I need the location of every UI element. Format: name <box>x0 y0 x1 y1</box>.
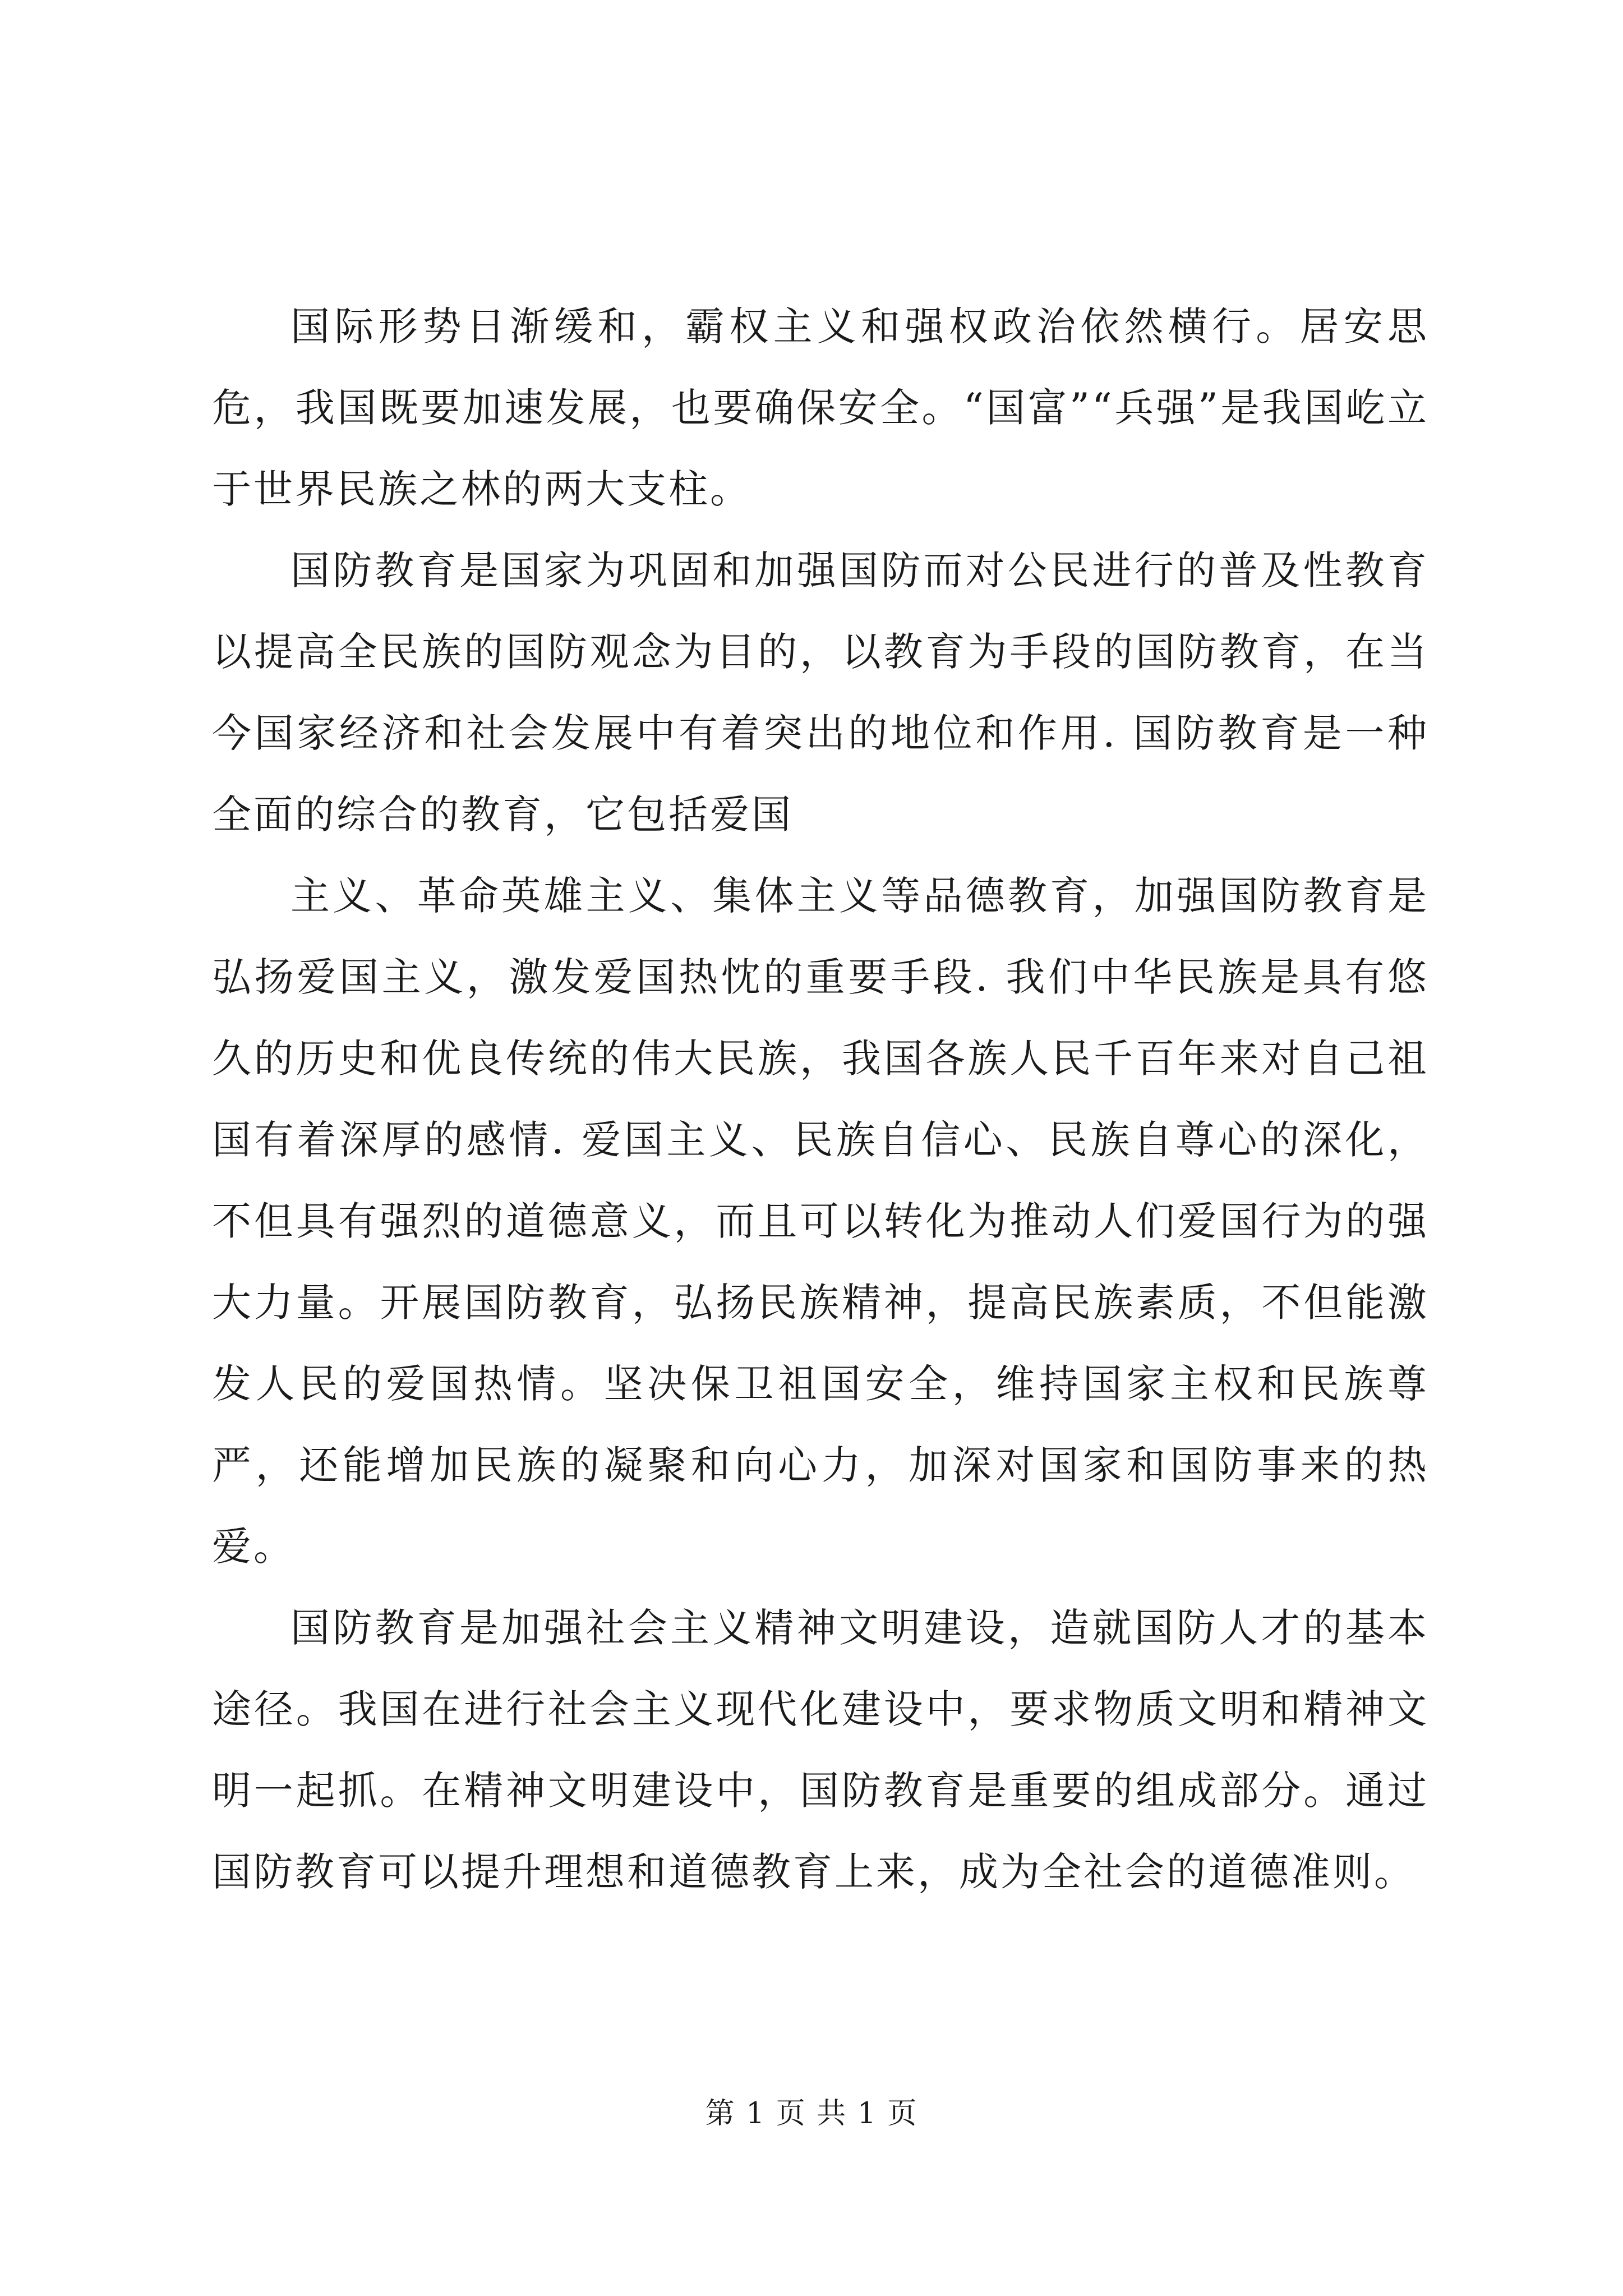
paragraph: 国际形势日渐缓和，霸权主义和强权政治依然横行。居安思危，我国既要加速发展，也要确保安全。“国富”“兵强”是我国屹立于世界民族之林的两大支柱。 <box>212 303 1429 512</box>
paragraph: 主义、革命英雄主义、集体主义等品德教育，加强国防教育是弘扬爱国主义，激发爱国热忱的重要手段. 我们中华民族是具有悠久的历史和优良传统的伟大民族，我国各族人民千百年来对自己祖国有着深厚的感情. 爱国主义、民族自信心、民族自尊心的深化，不但具有强烈的道德意义，而且可以转化为推动人们爱国行为的强大力量。开展国防教育，弘扬民族精神，提高民族素质，不但能激发人民的爱国热情。坚决保卫祖国安全，维持国家主权和民族尊严，还能增加民族的凝聚和向心力，加深对国家和国防事来的热爱。 <box>212 873 1429 1570</box>
paragraph: 国防教育是加强社会主义精神文明建设，造就国防人才的基本途径。我国在进行社会主义现代化建设中，要求物质文明和精神文明一起抓。在精神文明建设中，国防教育是重要的组成部分。通过国防教育可以提升理想和道德教育上来，成为全社会的道德准则。 <box>212 1605 1429 1895</box>
page-footer: 第 1 页 共 1 页 <box>705 2097 918 2131</box>
paragraph: 国防教育是国家为巩固和加强国防而对公民进行的普及性教育以提高全民族的国防观念为目的，以教育为手段的国防教育，在当今国家经济和社会发展中有着突出的地位和作用. 国防教育是一种全面的综合的教育，它包括爱国 <box>212 547 1429 838</box>
document-body <box>212 286 1429 1913</box>
